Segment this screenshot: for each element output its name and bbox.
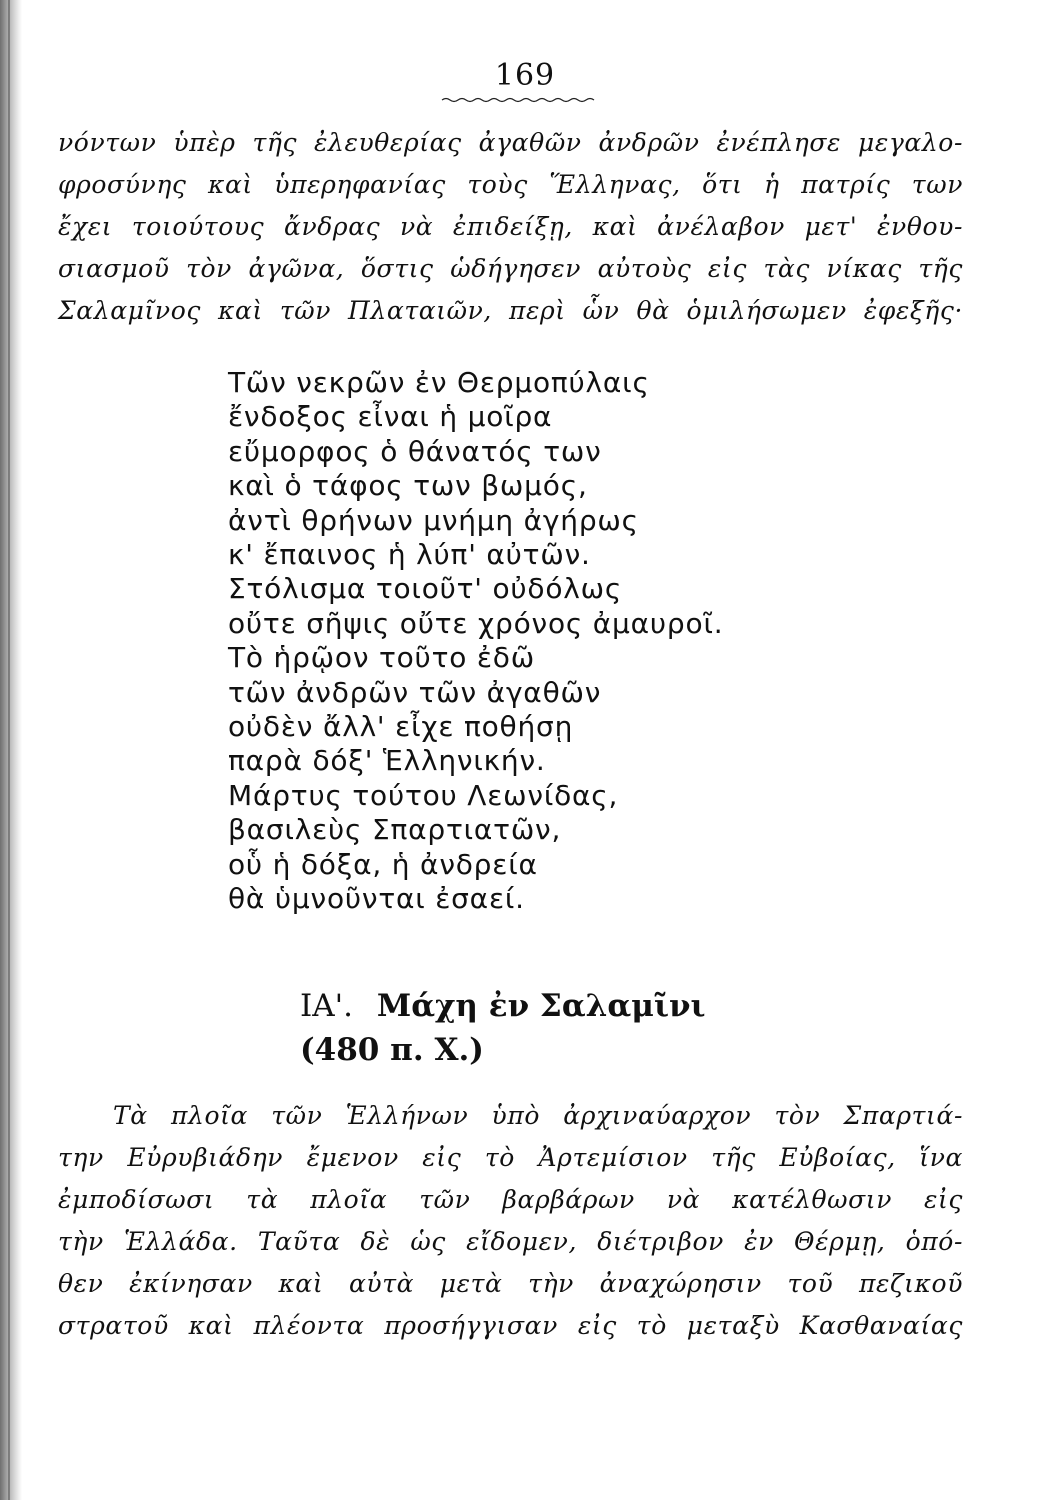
poem-line: Τῶν νεκρῶν ἐν Θερμοπύλαις	[228, 366, 650, 399]
poem-line: Τὸ ἡρῷον τοῦτο ἐδῶ	[228, 641, 535, 675]
poem-line: ἔνδοξος εἶναι ἡ μοῖρα	[228, 400, 553, 434]
poem-line: θὰ ὑμνοῦνται ἐσαεί.	[228, 882, 525, 916]
poem-line: οὗ ἡ δόξα, ἡ ἀνδρεία	[228, 847, 538, 881]
page-number: 169	[494, 58, 556, 93]
section-heading	[300, 984, 705, 1072]
binding-edge-line	[8, 0, 10, 1500]
paragraph-line: ἐμποδίσωσι τὰ πλοῖα τῶν βαρβάρων νὰ κατέλθωσιν εἰς	[58, 1185, 963, 1214]
poem-line: βασιλεὺς Σπαρτιατῶν,	[228, 813, 562, 847]
poem-line: οὐδὲν ἄλλ' εἶχε ποθήσῃ	[228, 710, 574, 744]
paragraph-line: νόντων ὑπὲρ τῆς ἐλευθερίας ἀγαθῶν ἀνδρῶν ἐνέπλησε μεγαλο-	[58, 128, 963, 157]
poem-line: κ' ἔπαινος ἡ λύπ' αὐτῶν.	[228, 538, 591, 572]
poem-line: τῶν ἀνδρῶν τῶν ἀγαθῶν	[228, 675, 602, 709]
page-number-ornament	[440, 96, 600, 104]
poem-line: Στόλισμα τοιοῦτ' οὐδόλως	[228, 572, 623, 606]
section-date: (480 π. Χ.)	[300, 1032, 484, 1068]
poem-line: οὔτε σῆψις οὔτε χρόνος ἀμαυροῖ.	[228, 606, 724, 640]
top-paragraph	[58, 122, 963, 332]
paragraph-line: θεν ἐκίνησαν καὶ αὐτὰ μετὰ τὴν ἀναχώρησιν τοῦ πεζικοῦ	[58, 1269, 963, 1298]
poem-line: παρὰ δόξ' Ἑλληνικήν.	[228, 744, 546, 778]
section-title: Μάχη ἐν Σαλαμῖνι	[376, 988, 706, 1024]
paragraph-line: Σαλαμῖνος καὶ τῶν Πλαταιῶν, περὶ ὧν θὰ ὁμιλήσωμεν ἐφεξῆς·	[58, 296, 963, 325]
section-number: ΙΑ'.	[300, 988, 354, 1024]
poem-line: ἀντὶ θρήνων μνήμη ἀγήρως	[228, 503, 639, 537]
poem-line: εὔμορφος ὁ θάνατός των	[228, 434, 602, 468]
paragraph-line: τὴν Ἑλλάδα. Ταῦτα δὲ ὡς εἴδομεν, διέτριβον ἐν Θέρμῃ, ὁπό-	[58, 1227, 963, 1256]
paragraph-line: την Εὐρυβιάδην ἔμενον εἰς τὸ Ἀρτεμίσιον τῆς Εὐβοίας, ἵνα	[58, 1143, 963, 1172]
paragraph-line: σιασμοῦ τὸν ἀγῶνα, ὅστις ὡδήγησεν αὐτοὺς εἰς τὰς νίκας τῆς	[58, 254, 963, 283]
paragraph-line: στρατοῦ καὶ πλέοντα προσήγγισαν εἰς τὸ μεταξὺ Κασθαναίας	[58, 1311, 963, 1340]
paragraph-line: ἔχει τοιούτους ἄνδρας νὰ ἐπιδείξῃ, καὶ ἀνέλαβον μετ' ἐνθου-	[58, 212, 963, 241]
poem-line: καὶ ὁ τάφος των βωμός,	[228, 469, 588, 503]
binding-gutter	[0, 0, 22, 1500]
poem-line: Μάρτυς τούτου Λεωνίδας,	[228, 778, 619, 812]
paragraph-line: Τὰ πλοῖα τῶν Ἑλλήνων ὑπὸ ἀρχιναύαρχον τὸν Σπαρτιά-	[113, 1101, 963, 1130]
paragraph-line: φροσύνης καὶ ὑπερηφανίας τοὺς Ἕλληνας, ὅτι ἡ πατρίς των	[58, 170, 963, 199]
bottom-paragraph	[58, 1095, 963, 1347]
poem	[228, 366, 723, 917]
